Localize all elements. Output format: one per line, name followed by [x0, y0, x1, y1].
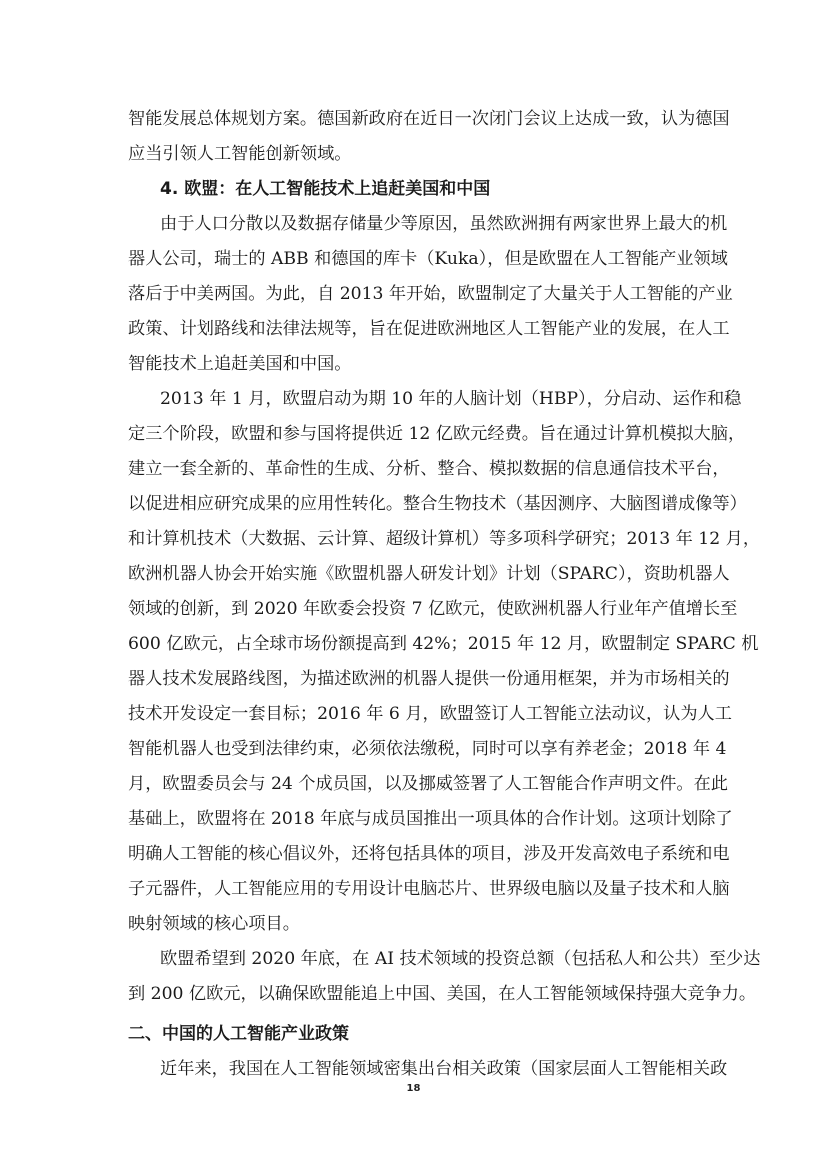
body-text-line: 2013 年 1 月，欧盟启动为期 10 年的人脑计划（HBP），分启动、运作和稳	[160, 389, 742, 409]
body-text-line: 到 200 亿欧元，以确保欧盟能追上中国、美国，在人工智能领域保持强大竞争力。	[128, 984, 757, 1004]
body-text-line: 近年来，我国在人工智能领域密集出台相关政策（国家层面人工智能相关政	[160, 1059, 728, 1079]
body-text-line: 欧盟希望到 2020 年底，在 AI 技术领域的投资总额（包括私人和公共）至少达	[160, 949, 761, 969]
body-text-line: 领域的创新，到 2020 年欧委会投资 7 亿欧元，使欧洲机器人行业年产值增长至	[128, 599, 738, 619]
body-text-line: 落后于中美两国。为此，自 2013 年开始，欧盟制定了大量关于人工智能的产业	[128, 284, 733, 304]
body-text-line: 月，欧盟委员会与 24 个成员国，以及挪威签署了人工智能合作声明文件。在此	[128, 774, 728, 794]
body-text-line: 由于人口分散以及数据存储量少等原因，虽然欧洲拥有两家世界上最大的机	[160, 214, 728, 234]
body-text-line: 基础上，欧盟将在 2018 年底与成员国推出一项具体的合作计划。这项计划除了	[128, 809, 733, 829]
body-text-line: 器人公司，瑞士的 ABB 和德国的库卡（Kuka），但是欧盟在人工智能产业领域	[128, 249, 728, 269]
body-text-line: 应当引领人工智能创新领域。	[128, 144, 352, 164]
section-heading-eu: 4. 欧盟：在人工智能技术上追赶美国和中国	[160, 179, 491, 199]
body-text-line: 器人技术发展路线图，为描述欧洲的机器人提供一份通用框架，并为市场相关的	[128, 669, 730, 689]
body-text-line: 智能技术上追赶美国和中国。	[128, 354, 352, 374]
body-text-line: 和计算机技术（大数据、云计算、超级计算机）等多项科学研究；2013 年 12 月，	[128, 529, 761, 549]
body-text-line: 智能机器人也受到法律约束，必须依法缴税，同时可以享有养老金；2018 年 4	[128, 739, 727, 759]
body-text-line: 明确人工智能的核心倡议外，还将包括具体的项目，涉及开发高效电子系统和电	[128, 844, 730, 864]
body-text-line: 600 亿欧元，占全球市场份额提高到 42%；2015 年 12 月，欧盟制定 SPARC 机	[128, 634, 759, 654]
body-text-line: 欧洲机器人协会开始实施《欧盟机器人研发计划》计划（SPARC），资助机器人	[128, 564, 730, 584]
body-text-line: 建立一套全新的、革命性的生成、分析、整合、模拟数据的信息通信技术平台，	[128, 459, 730, 479]
page-number: 18	[406, 1083, 421, 1094]
body-text-line: 映射领域的核心项目。	[128, 914, 300, 934]
body-text-line: 定三个阶段，欧盟和参与国将提供近 12 亿欧元经费。旨在通过计算机模拟大脑，	[128, 424, 746, 444]
body-text-line: 政策、计划路线和法律法规等，旨在促进欧洲地区人工智能产业的发展，在人工	[128, 319, 730, 339]
body-text-line: 子元器件，人工智能应用的专用设计电脑芯片、世界级电脑以及量子技术和人脑	[128, 879, 730, 899]
body-text-line: 技术开发设定一套目标；2016 年 6 月，欧盟签订人工智能立法动议，认为人工	[128, 704, 732, 724]
body-text-line: 以促进相应研究成果的应用性转化。整合生物技术（基因测序、大脑图谱成像等）	[128, 494, 747, 514]
body-text-line: 智能发展总体规划方案。德国新政府在近日一次闭门会议上达成一致，认为德国	[128, 109, 730, 129]
section-heading-china: 二、中国的人工智能产业政策	[128, 1024, 349, 1044]
